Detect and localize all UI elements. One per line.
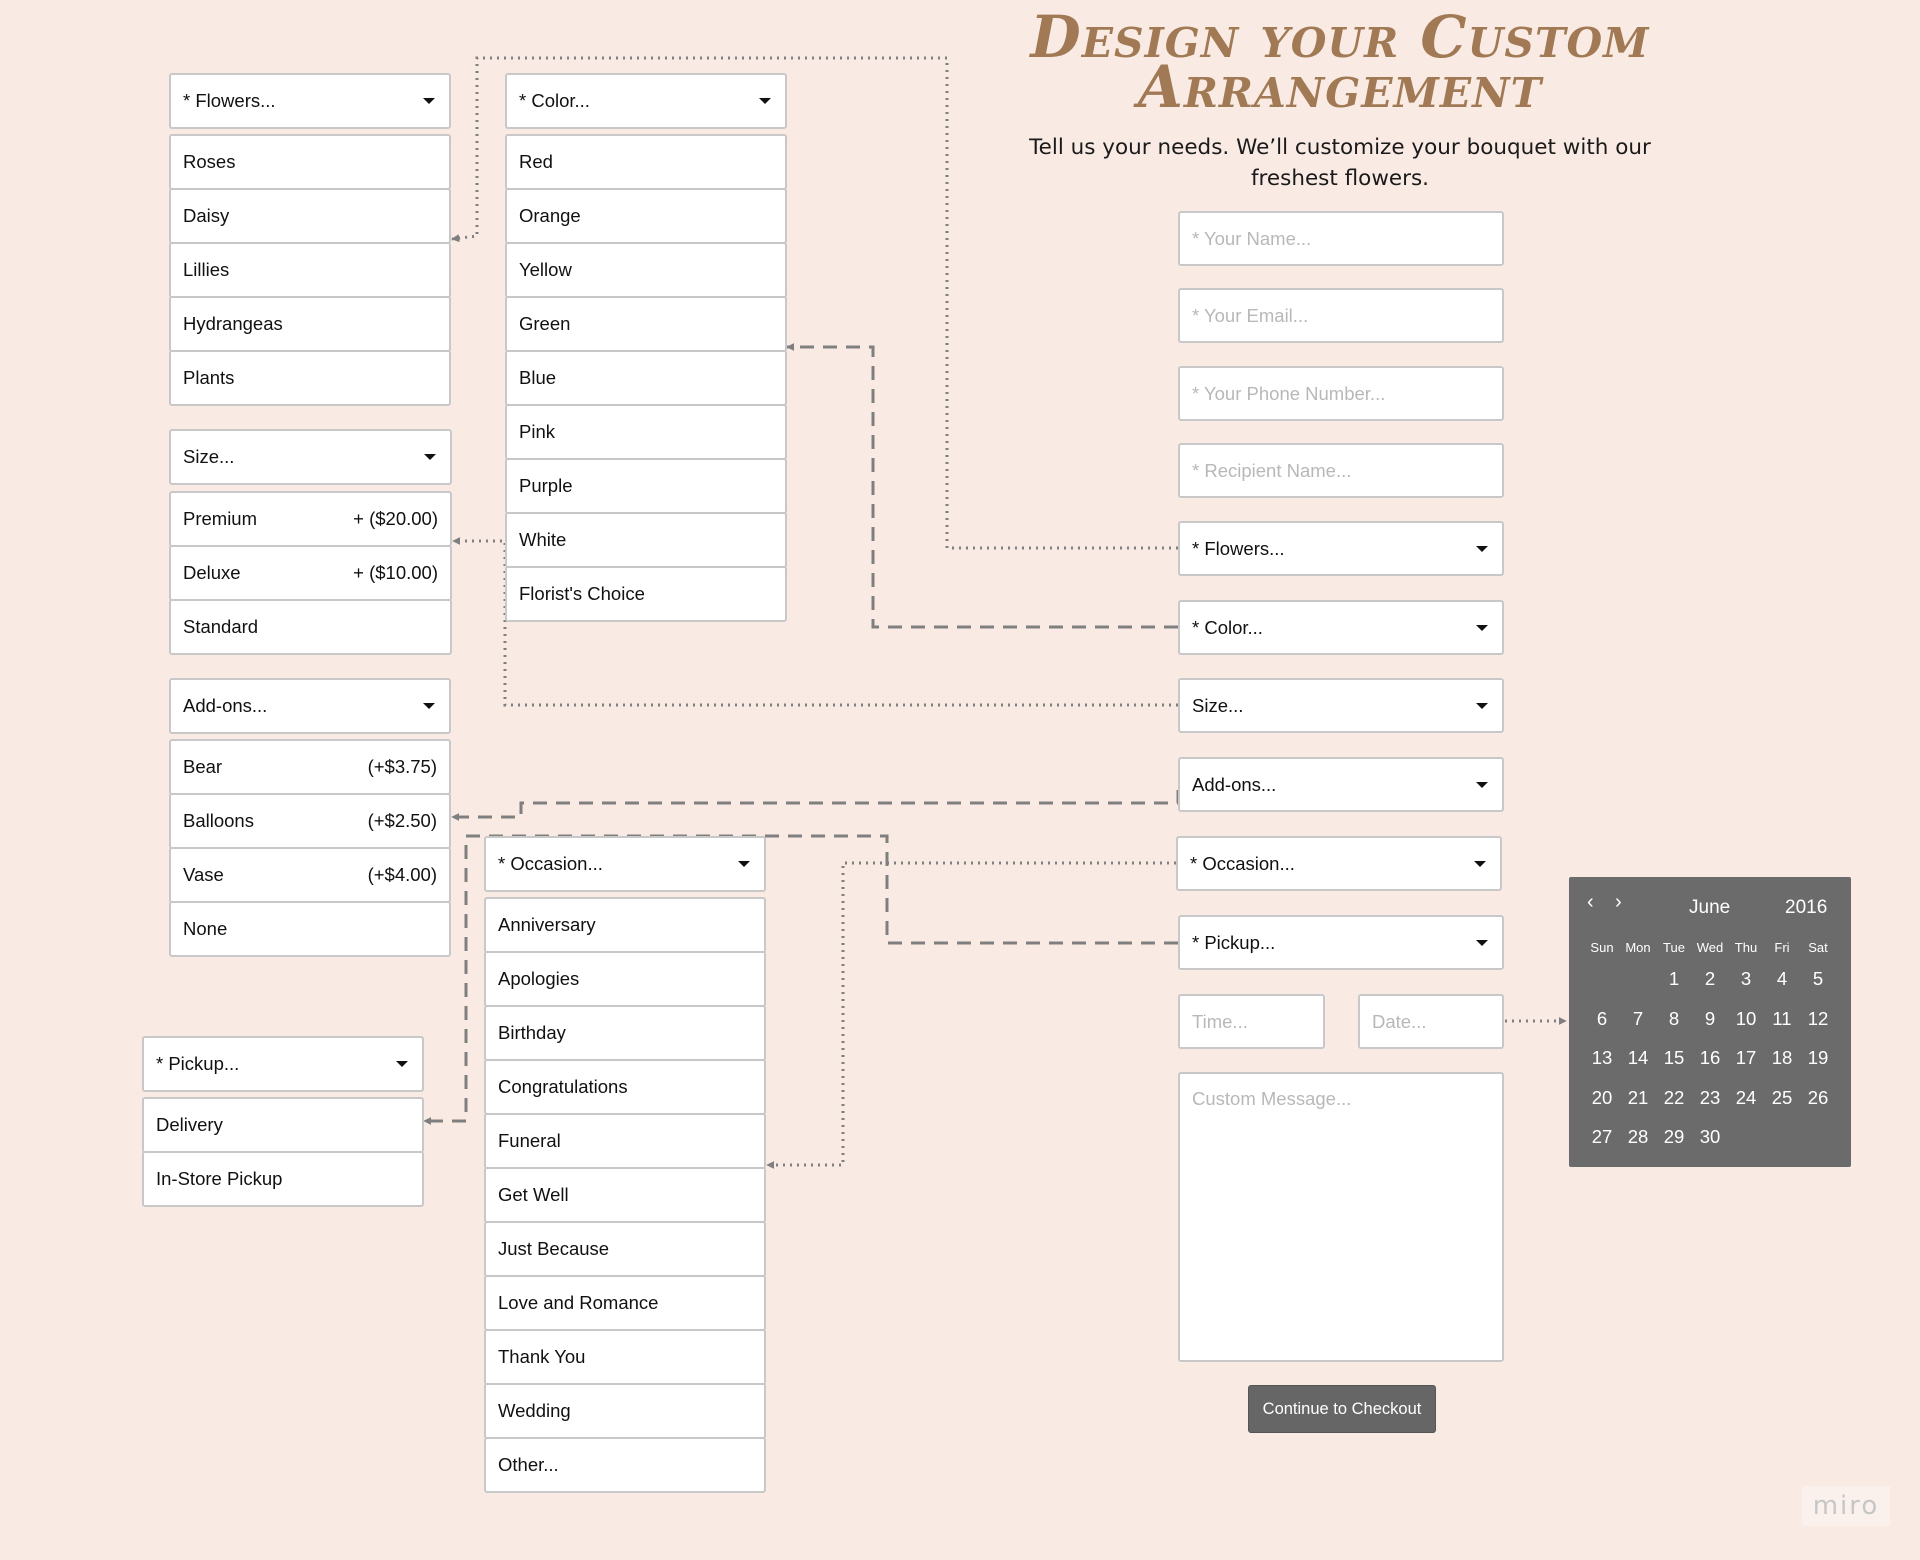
calendar-day[interactable]: 9 <box>1704 1007 1716 1029</box>
miro-watermark: miro <box>1802 1486 1890 1526</box>
option-label: Daisy <box>183 205 230 226</box>
option-label: Just Because <box>498 1238 610 1259</box>
option-label: In-Store Pickup <box>156 1168 283 1189</box>
option-price: (+$3.75) <box>367 756 437 777</box>
occasion-option-wedding[interactable] <box>484 1383 766 1439</box>
calendar-empty-cell <box>1620 965 1656 1005</box>
calendar-day[interactable]: 12 <box>1807 1007 1829 1029</box>
option-label: Congratulations <box>498 1076 628 1097</box>
color-select-label: * Color... <box>1192 616 1263 638</box>
option-price: (+$4.00) <box>367 864 437 885</box>
size-menu-header[interactable] <box>169 429 452 485</box>
occasion-option-thank-you[interactable] <box>484 1329 766 1385</box>
color-option-pink[interactable] <box>505 404 787 460</box>
addons-select-label: Add-ons... <box>1192 773 1277 795</box>
pickup-menu-header[interactable] <box>142 1036 424 1092</box>
calendar-day[interactable]: 27 <box>1591 1126 1613 1147</box>
option-label: Funeral <box>498 1130 561 1151</box>
pickup-select-label: * Pickup... <box>1192 931 1276 953</box>
size-select[interactable] <box>1178 678 1504 733</box>
chevron-down-icon <box>738 861 750 867</box>
color-select[interactable] <box>1178 600 1504 655</box>
addons-option-vase[interactable] <box>169 847 451 903</box>
recipient-placeholder: * Recipient Name... <box>1192 459 1352 481</box>
calendar-day[interactable]: 25 <box>1771 1086 1793 1108</box>
addons-option-none[interactable] <box>169 901 451 957</box>
occasion-option-funeral[interactable] <box>484 1113 766 1169</box>
calendar-day[interactable]: 30 <box>1699 1126 1721 1147</box>
option-label: Florist's Choice <box>519 583 645 604</box>
color-menu-header-label: * Color... <box>519 90 590 111</box>
chevron-down-icon <box>759 98 771 104</box>
addons-select[interactable] <box>1178 757 1504 812</box>
page-subtitle: Tell us your needs. We’ll customize your bouquet with our freshest flowers. <box>1029 135 1651 191</box>
calendar-grid <box>1584 937 1836 1163</box>
page-title-line2: Arrangement <box>1137 53 1543 121</box>
option-price: (+$2.50) <box>367 810 437 831</box>
pickup-menu-header-label: * Pickup... <box>156 1053 240 1074</box>
option-label: Love and Romance <box>498 1292 659 1313</box>
chevron-down-icon <box>424 454 436 460</box>
connector-occasion <box>767 863 1176 1165</box>
flowers-option-hydrangeas[interactable] <box>169 296 451 352</box>
calendar-day[interactable]: 14 <box>1627 1047 1649 1068</box>
page-title <box>1000 3 1680 121</box>
option-label: Blue <box>519 367 557 388</box>
calendar-day[interactable]: 3 <box>1740 968 1752 989</box>
option-label: Anniversary <box>498 914 596 935</box>
calendar-day[interactable]: 28 <box>1627 1126 1649 1147</box>
name-field[interactable] <box>1178 211 1504 266</box>
size-option-standard[interactable] <box>169 599 452 655</box>
calendar-weekday: Fri <box>1774 940 1790 955</box>
option-label: Red <box>519 151 553 172</box>
occasion-select-label: * Occasion... <box>1190 852 1295 874</box>
page-title-line1: Design your Custom <box>1030 3 1650 71</box>
flowers-option-roses[interactable] <box>169 134 451 190</box>
option-label: Bear <box>183 756 223 777</box>
occasion-option-birthday[interactable] <box>484 1005 766 1061</box>
flowers-option-plants[interactable] <box>169 350 451 406</box>
size-option-deluxe[interactable] <box>169 545 452 601</box>
option-label: Pink <box>519 421 555 442</box>
color-option-green[interactable] <box>505 296 787 352</box>
option-label: Get Well <box>498 1184 569 1205</box>
option-label: Other... <box>498 1454 559 1475</box>
calendar-day[interactable]: 18 <box>1771 1047 1793 1068</box>
calendar-weekday: Sat <box>1808 940 1828 955</box>
calendar-weekday: Sun <box>1590 940 1614 955</box>
calendar-day[interactable]: 11 <box>1772 1007 1792 1029</box>
flowers-menu-header[interactable] <box>169 73 451 129</box>
occasion-menu-header-label: * Occasion... <box>498 853 603 874</box>
calendar-month: June <box>1689 897 1731 918</box>
calendar-day[interactable]: 24 <box>1735 1086 1757 1108</box>
option-label: Deluxe <box>183 562 241 583</box>
calendar-day[interactable]: 21 <box>1627 1086 1649 1108</box>
occasion-option-apologies[interactable] <box>484 951 766 1007</box>
connector-color <box>787 347 1178 627</box>
option-price: + ($10.00) <box>353 562 438 583</box>
option-label: Standard <box>183 616 259 637</box>
option-label: Roses <box>183 151 236 172</box>
calendar-weekday: Tue <box>1663 940 1685 955</box>
color-option-purple[interactable] <box>505 458 787 514</box>
calendar-day[interactable]: 4 <box>1776 968 1788 989</box>
calendar-day[interactable]: 2 <box>1704 968 1716 989</box>
option-label: Delivery <box>156 1114 223 1135</box>
option-label: Thank You <box>498 1346 586 1367</box>
chevron-down-icon <box>1476 782 1488 788</box>
color-option-white[interactable] <box>505 512 787 568</box>
size-option-premium[interactable] <box>169 491 452 547</box>
calendar-day[interactable]: 29 <box>1663 1126 1685 1147</box>
addons-menu-header[interactable] <box>169 678 451 734</box>
size-select-label: Size... <box>1192 694 1244 716</box>
option-label: Purple <box>519 475 573 496</box>
option-label: Apologies <box>498 968 580 989</box>
option-label: Vase <box>183 864 224 885</box>
flowers-option-daisy[interactable] <box>169 188 451 244</box>
calendar-day[interactable]: 19 <box>1807 1047 1829 1068</box>
pickup-select[interactable] <box>1178 915 1504 970</box>
chevron-down-icon <box>1476 546 1488 552</box>
option-label: Green <box>519 313 571 334</box>
calendar-day[interactable]: 22 <box>1663 1086 1685 1108</box>
occasion-option-congratulations[interactable] <box>484 1059 766 1115</box>
calendar-day[interactable]: 26 <box>1807 1086 1829 1108</box>
calendar-day[interactable]: 17 <box>1735 1047 1757 1068</box>
calendar-day[interactable]: 10 <box>1735 1007 1757 1029</box>
date-field[interactable] <box>1358 994 1504 1049</box>
calendar-day[interactable]: 8 <box>1668 1007 1680 1029</box>
chevron-down-icon <box>1476 940 1488 946</box>
option-label: Hydrangeas <box>183 313 283 334</box>
option-label: Wedding <box>498 1400 571 1421</box>
color-option-florists-choice[interactable] <box>505 566 787 622</box>
calendar-day[interactable]: 15 <box>1663 1047 1685 1068</box>
occasion-option-love-and-romance[interactable] <box>484 1275 766 1331</box>
flowers-option-lillies[interactable] <box>169 242 451 298</box>
addons-option-balloons[interactable] <box>169 793 451 849</box>
option-label: Birthday <box>498 1022 566 1043</box>
chevron-down-icon <box>1476 703 1488 709</box>
calendar-weekday: Wed <box>1696 940 1724 955</box>
calendar-day[interactable]: 5 <box>1812 968 1824 989</box>
option-label: Yellow <box>519 259 572 280</box>
calendar-weekday: Mon <box>1625 940 1651 955</box>
date-placeholder: Date... <box>1372 1010 1427 1032</box>
time-field[interactable] <box>1178 994 1325 1049</box>
email-placeholder: * Your Email... <box>1192 304 1309 326</box>
option-label: Plants <box>183 367 235 388</box>
size-menu-header-label: Size... <box>183 446 235 467</box>
option-label: Premium <box>183 508 258 529</box>
chevron-down-icon <box>396 1061 408 1067</box>
color-option-blue[interactable] <box>505 350 787 406</box>
chevron-down-icon <box>423 703 435 709</box>
custom-message-field[interactable] <box>1178 1072 1504 1362</box>
date-picker-calendar <box>1569 877 1851 1167</box>
flowers-menu-header-label: * Flowers... <box>183 90 276 111</box>
addons-option-bear[interactable] <box>169 739 451 795</box>
phone-placeholder: * Your Phone Number... <box>1192 382 1386 404</box>
chevron-right-icon[interactable]: › <box>1615 891 1622 913</box>
color-menu-header[interactable] <box>505 73 787 129</box>
option-label: Lillies <box>183 259 230 280</box>
time-placeholder: Time... <box>1192 1010 1248 1032</box>
continue-to-checkout-button[interactable]: Continue to Checkout <box>1248 1385 1436 1433</box>
email-field[interactable] <box>1178 288 1504 343</box>
occasion-option-other[interactable] <box>484 1437 766 1493</box>
occasion-select[interactable] <box>1176 836 1502 891</box>
occasion-option-get-well[interactable] <box>484 1167 766 1223</box>
addons-menu-header-label: Add-ons... <box>183 695 268 716</box>
occasion-option-anniversary[interactable] <box>484 897 766 953</box>
option-label: White <box>519 529 567 550</box>
calendar-day[interactable]: 6 <box>1596 1007 1608 1029</box>
color-option-orange[interactable] <box>505 188 787 244</box>
recipient-field[interactable] <box>1178 443 1504 498</box>
calendar-day[interactable]: 20 <box>1591 1086 1613 1108</box>
pickup-option-delivery[interactable] <box>142 1097 424 1153</box>
calendar-day[interactable]: 1 <box>1668 968 1680 989</box>
option-price: + ($20.00) <box>353 508 438 529</box>
calendar-empty-cell <box>1584 965 1620 1005</box>
calendar-day[interactable]: 13 <box>1591 1047 1613 1068</box>
color-option-yellow[interactable] <box>505 242 787 298</box>
occasion-option-just-because[interactable] <box>484 1221 766 1277</box>
occasion-menu-header[interactable] <box>484 836 766 892</box>
chevron-left-icon[interactable]: ‹ <box>1587 891 1594 913</box>
calendar-weekday: Thu <box>1734 940 1758 955</box>
custom-message-placeholder: Custom Message... <box>1192 1088 1352 1109</box>
calendar-day[interactable]: 16 <box>1699 1047 1721 1068</box>
flowers-select[interactable] <box>1178 521 1504 576</box>
phone-field[interactable] <box>1178 366 1504 421</box>
calendar-day[interactable]: 7 <box>1632 1007 1644 1029</box>
calendar-day[interactable]: 23 <box>1699 1086 1721 1108</box>
flowers-select-label: * Flowers... <box>1192 537 1285 559</box>
chevron-down-icon <box>1476 625 1488 631</box>
name-placeholder: * Your Name... <box>1192 227 1312 249</box>
option-label: Balloons <box>183 810 254 831</box>
pickup-option-in-store[interactable] <box>142 1151 424 1207</box>
connector-addons <box>452 790 1178 817</box>
chevron-down-icon <box>423 98 435 104</box>
chevron-down-icon <box>1474 861 1486 867</box>
calendar-year: 2016 <box>1785 897 1828 918</box>
option-label: Orange <box>519 205 581 226</box>
color-option-red[interactable] <box>505 134 787 190</box>
option-label: None <box>183 918 228 939</box>
calendar-header <box>1569 877 1851 933</box>
